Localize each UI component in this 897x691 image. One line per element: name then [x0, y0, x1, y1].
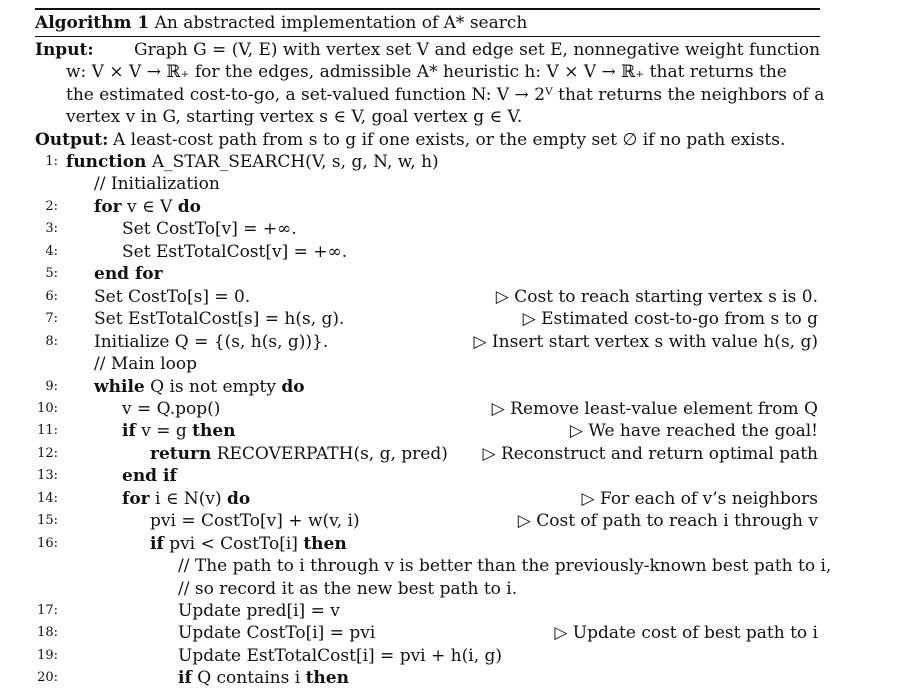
code-text: Update CostTo[i] = pvi	[178, 623, 376, 644]
line-number: 12:	[37, 445, 58, 461]
line-number: 7:	[45, 311, 58, 327]
keyword: do	[177, 196, 201, 217]
line-comment: ▷ Insert start vertex s with value h(s, g)	[473, 331, 818, 352]
code-text: // so record it as the new best path to i.	[178, 578, 518, 599]
line-number: 10:	[37, 400, 58, 416]
algorithm-title: An abstracted implementation of A* search	[154, 13, 528, 33]
line-code	[94, 263, 163, 285]
line-code	[94, 173, 220, 195]
line-number: 14:	[37, 490, 58, 506]
line-code	[150, 533, 347, 555]
caption-rule	[35, 36, 820, 37]
keyword: then	[305, 668, 349, 689]
code-text: Q contains i	[197, 668, 301, 689]
keyword: for	[94, 196, 122, 217]
algorithm-line	[0, 645, 897, 667]
line-code	[94, 196, 201, 218]
code-text: RECOVERPATH(s, g, pred)	[216, 443, 448, 464]
line-code	[94, 286, 250, 308]
line-number: 18:	[37, 625, 58, 641]
line-number: 2:	[45, 198, 58, 214]
line-code	[178, 645, 502, 667]
code-text: Set CostTo[s] = 0.	[94, 286, 251, 307]
input-label: Input:	[35, 40, 94, 60]
keyword: for	[122, 488, 150, 509]
code-text: Set EstTotalCost[v] = +∞.	[122, 241, 348, 262]
line-number: 1:	[45, 154, 58, 169]
line-number: 16:	[37, 535, 58, 551]
line-comment: ▷ Update cost of best path to i	[554, 623, 818, 644]
algorithm-line	[0, 173, 897, 195]
algorithm-label: Algorithm 1	[35, 13, 150, 33]
keyword: if	[178, 668, 192, 689]
keyword: function	[66, 152, 147, 172]
code-text: v = g	[141, 421, 187, 442]
line-number: 17:	[37, 603, 58, 618]
algorithm-line	[0, 533, 897, 555]
code-text: v ∈ V	[127, 196, 173, 217]
code-text: Set EstTotalCost[s] = h(s, g).	[94, 309, 345, 330]
algorithm-line	[0, 600, 897, 622]
algorithm-line	[0, 353, 897, 375]
code-text: Q is not empty	[150, 376, 276, 397]
line-code	[122, 241, 347, 263]
output-text: A least-cost path from s to g if one exists, or the empty set ∅ if no path exists.	[113, 130, 786, 150]
code-text: pvi = CostTo[v] + w(v, i)	[150, 511, 360, 532]
line-number: 9:	[45, 378, 58, 394]
line-code	[122, 420, 236, 442]
input-line-4: vertex v in G, starting vertex s ∈ V, goal vertex g ∈ V.	[66, 107, 523, 127]
line-code	[122, 398, 220, 420]
output-label: Output:	[35, 130, 109, 150]
line-code	[94, 331, 328, 353]
line-comment: ▷ Remove least-value element from Q	[491, 398, 818, 419]
code-text: Set CostTo[v] = +∞.	[122, 219, 297, 240]
line-number: 8:	[45, 333, 58, 349]
line-code	[66, 151, 439, 173]
algorithm-line	[0, 398, 897, 420]
line-code	[178, 578, 517, 600]
line-number: 20:	[37, 670, 58, 686]
line-number: 3:	[45, 221, 58, 237]
algorithm-line	[0, 510, 897, 532]
line-code	[122, 465, 177, 487]
line-number: 4:	[45, 243, 58, 259]
line-number: 15:	[37, 513, 58, 529]
line-code	[178, 555, 831, 577]
keyword: while	[94, 376, 145, 397]
code-text: Update EstTotalCost[i] = pvi + h(i, g)	[178, 645, 503, 666]
algorithm-line	[0, 241, 897, 263]
line-number: 11:	[37, 423, 58, 439]
line-code	[94, 308, 344, 330]
algorithm-line	[0, 555, 897, 577]
algorithm-line	[0, 308, 897, 330]
keyword: if	[122, 421, 136, 442]
code-text: v = Q.pop()	[122, 398, 221, 419]
line-comment: ▷ Estimated cost-to-go from s to g	[522, 309, 818, 330]
algorithm-line	[0, 218, 897, 240]
line-code	[150, 510, 360, 532]
algorithm-line	[0, 263, 897, 285]
keyword: do	[227, 488, 251, 509]
code-text: pvi < CostTo[i]	[169, 533, 298, 554]
keyword: then	[192, 421, 236, 442]
algorithm-line	[0, 151, 897, 173]
line-comment: ▷ Cost to reach starting vertex s is 0.	[495, 286, 818, 307]
input-line-1: Graph G = (V, E) with vertex set V and edge set E, nonnegative weight function	[134, 40, 821, 60]
line-number: 13:	[37, 468, 58, 484]
line-comment: ▷ Reconstruct and return optimal path	[482, 443, 818, 464]
keyword: end for	[94, 264, 163, 285]
code-text: i ∈ N(v)	[155, 488, 222, 509]
keyword: do	[281, 376, 305, 397]
algorithm-line	[0, 667, 897, 689]
algorithm-line	[0, 488, 897, 510]
algorithm-caption	[35, 12, 527, 34]
algorithm-line	[0, 420, 897, 442]
line-comment: ▷ We have reached the goal!	[569, 421, 818, 442]
line-comment: ▷ For each of v’s neighbors	[581, 488, 818, 509]
algorithm-line	[0, 465, 897, 487]
algorithm-line	[0, 286, 897, 308]
line-number: 6:	[45, 288, 58, 304]
keyword: return	[150, 443, 212, 464]
line-comment: ▷ Cost of path to reach i through v	[517, 511, 818, 532]
algorithm-line	[0, 443, 897, 465]
line-number: 5:	[45, 266, 58, 282]
algorithm-line	[0, 622, 897, 644]
algorithm-line	[0, 376, 897, 398]
keyword: end if	[122, 466, 177, 487]
keyword: then	[303, 533, 347, 554]
line-code	[178, 622, 375, 644]
algorithm-line	[0, 578, 897, 600]
keyword: if	[150, 533, 164, 554]
line-code	[178, 667, 349, 689]
line-code	[94, 353, 197, 375]
line-code	[94, 376, 305, 398]
code-text: A_STAR_SEARCH(V, s, g, N, w, h)	[151, 152, 439, 172]
line-code	[150, 443, 448, 465]
top-rule	[35, 8, 820, 10]
input-line-2: w: V × V → ℝ₊ for the edges, admissible A* heuristic h: V × V → ℝ₊ that returns the	[66, 62, 787, 82]
line-code	[178, 600, 340, 622]
code-text: Initialize Q = {(s, h(s, g))}.	[94, 331, 329, 352]
input-line-3: the estimated cost-to-go, a set-valued function N: V → 2ⱽ that returns the neighbors of a	[66, 85, 825, 105]
algorithm-line	[0, 331, 897, 353]
line-code	[122, 218, 297, 240]
code-text: // Initialization	[94, 174, 220, 195]
algorithm-line	[0, 196, 897, 218]
code-text: // Main loop	[94, 354, 197, 375]
line-code	[122, 488, 250, 510]
code-text: Update pred[i] = v	[178, 601, 340, 621]
code-text: // The path to i through v is better than the previously-known best path to i,	[178, 556, 832, 577]
line-number: 19:	[37, 647, 58, 663]
